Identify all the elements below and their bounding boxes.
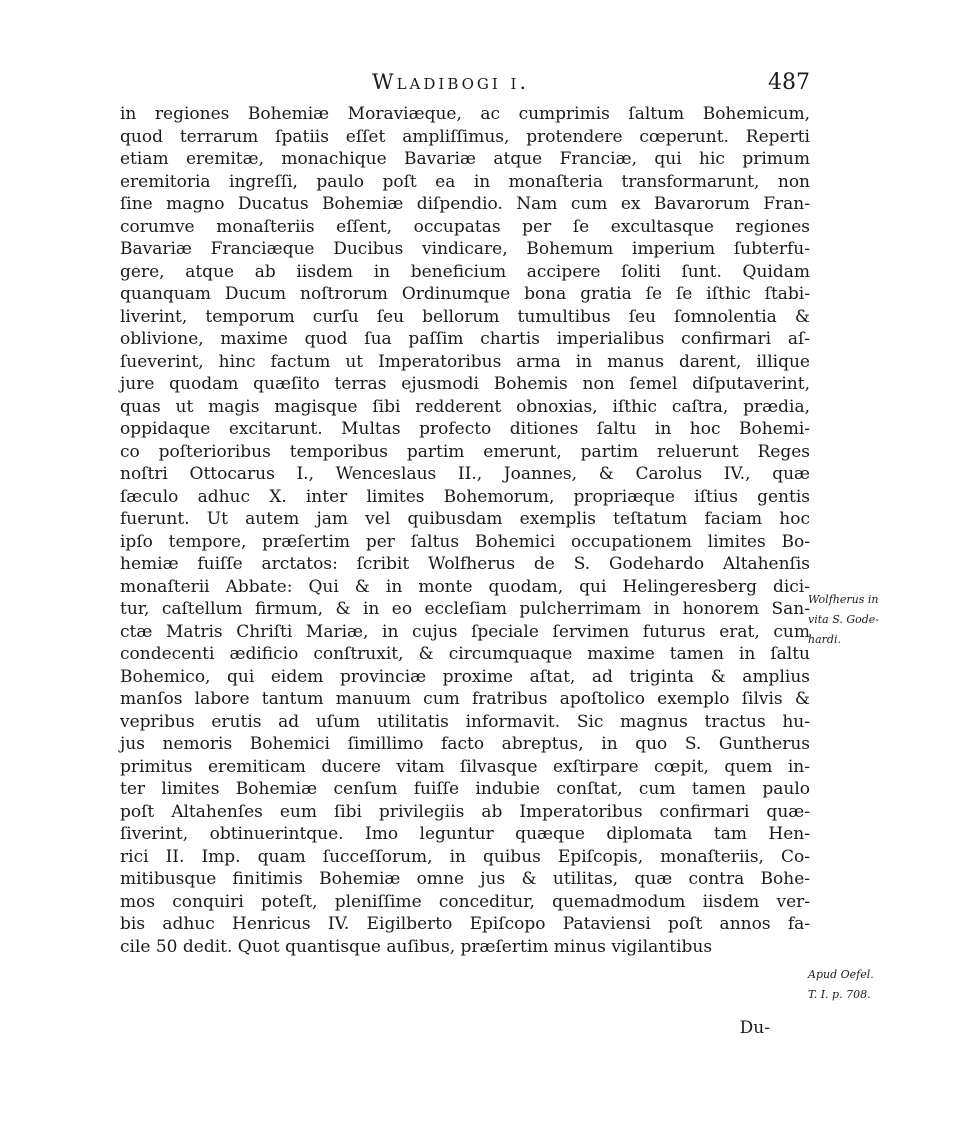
text-line: co poſterioribus temporibus partim emerunt, partim reluerunt Reges bbox=[120, 441, 810, 462]
text-line: noſtri Ottocarus I., Wenceslaus II., Joannes, & Carolus IV., quæ bbox=[120, 464, 810, 484]
text-line: fuerunt. Ut autem jam vel quibusdam exemplis teſtatum faciam hoc bbox=[120, 509, 810, 529]
text-line: jure quodam quæſito terras ejusmodi Bohemis non ſemel diſputaverint, bbox=[120, 374, 810, 394]
marginal-note bbox=[808, 590, 879, 650]
running-head bbox=[120, 70, 810, 100]
text-line: oppidaque excitarunt. Multas profecto ditiones ſaltu in hoc Bohemi- bbox=[120, 419, 810, 439]
text-line: quanquam Ducum noſtrorum Ordinumque bona gratia ſe ſe iſthic ſtabi- bbox=[120, 284, 810, 304]
text-line: vepribus erutis ad uſum utilitatis informavit. Sic magnus tractus hu- bbox=[120, 711, 810, 732]
page-number: 487 bbox=[768, 70, 810, 95]
body-text bbox=[120, 103, 810, 958]
marginal-note-line: T. I. p. 708. bbox=[808, 988, 871, 1001]
text-line: manſos labore tantum manuum cum fratribus apoſtolico exemplo ſilvis & bbox=[120, 689, 810, 709]
text-line: rici II. Imp. quam ſucceſſorum, in quibus Epiſcopis, monaſteriis, Co- bbox=[120, 846, 810, 867]
text-line: quod terrarum ſpatiis eſſet ampliſſimus, protendere cœperunt. Reperti bbox=[120, 126, 810, 147]
text-line: liverint, temporum curſu ſeu bellorum tumultibus ſeu ſomnolentia & bbox=[120, 306, 810, 327]
catchword-row bbox=[120, 1018, 810, 1042]
marginal-note-line: vita S. Gode- bbox=[808, 613, 880, 626]
text-line: Bavariæ Franciæque Ducibus vindicare, Bohemum imperium ſubterfu- bbox=[120, 239, 810, 259]
marginal-note bbox=[808, 965, 874, 1005]
text-line: ipſo tempore, præſertim per ſaltus Bohemici occupationem limites Bo- bbox=[120, 531, 810, 552]
text-line: monaſterii Abbate: Qui & in monte quodam, qui Helingeresberg dici- bbox=[120, 576, 810, 597]
text-line: quas ut magis magisque ſibi redderent obnoxias, iſthic caſtra, prædia, bbox=[120, 396, 810, 417]
marginal-note-line: hardi. bbox=[808, 633, 841, 646]
text-line: mos conquiri poteſt, pleniſſime conceditur, quemadmodum iisdem ver- bbox=[120, 891, 810, 912]
text-line: corumve monaſteriis eſſent, occupatas per ſe excultasque regiones bbox=[120, 216, 810, 237]
text-line: ſine magno Ducatus Bohemiæ diſpendio. Nam cum ex Bavarorum Fran- bbox=[120, 194, 810, 214]
text-line: primitus eremiticam ducere vitam ſilvasque exſtirpare cœpit, quem in- bbox=[120, 756, 810, 777]
running-title: Wladibogi i. bbox=[372, 70, 530, 94]
text-line: tur, caſtellum firmum, & in eo eccleſiam pulcherrimam in honorem San- bbox=[120, 599, 810, 619]
text-line: ter limites Bohemiæ cenſum fuiſſe indubie conſtat, cum tamen paulo bbox=[120, 779, 810, 799]
text-line: mitibusque finitimis Bohemiæ omne jus & utilitas, quæ contra Bohe- bbox=[120, 869, 810, 889]
text-line: eremitoria ingreſſi, paulo poſt ea in monaſteria transformarunt, non bbox=[120, 171, 810, 192]
text-line: condecenti ædificio conſtruxit, & circumquaque maxime tamen in ſaltu bbox=[120, 644, 810, 664]
catchword: Du- bbox=[739, 1018, 770, 1038]
text-line: cile 50 dedit. Quot quantisque auſibus, præſertim minus vigilantibus bbox=[120, 936, 713, 957]
text-line: etiam eremitæ, monachique Bavariæ atque Franciæ, qui hic primum bbox=[120, 149, 810, 169]
text-line: in regiones Bohemiæ Moraviæque, ac cumprimis ſaltum Bohemicum, bbox=[120, 104, 810, 124]
marginal-note-line: Wolfherus in bbox=[808, 593, 879, 606]
text-line: jus nemoris Bohemici ſimillimo facto abreptus, in quo S. Guntherus bbox=[120, 734, 810, 754]
text-line: ſæculo adhuc X. inter limites Bohemorum, propriæque iſtius gentis bbox=[120, 486, 810, 507]
text-line: ſiverint, obtinuerintque. Imo leguntur quæque diplomata tam Hen- bbox=[120, 824, 810, 844]
text-line: ctæ Matris Chriſti Mariæ, in cujus ſpeciale ſervimen futurus erat, cum bbox=[120, 621, 810, 642]
text-line: poſt Altahenſes eum ſibi privilegiis ab Imperatoribus confirmari quæ- bbox=[120, 801, 810, 822]
text-line: ſueverint, hinc factum ut Imperatoribus arma in manus darent, illique bbox=[120, 351, 810, 372]
text-line: bis adhuc Henricus IV. Eigilberto Epiſcopo Pataviensi poſt annos fa- bbox=[120, 914, 810, 934]
text-line: Bohemico, qui eidem provinciæ proxime aſtat, ad triginta & amplius bbox=[120, 666, 810, 687]
text-line: gere, atque ab iisdem in beneficium accipere ſoliti ſunt. Quidam bbox=[120, 261, 810, 282]
text-line: oblivione, maxime quod ſua paſſim chartis imperialibus confirmari aſ- bbox=[120, 329, 810, 349]
text-line: hemiæ fuiſſe arctatos: ſcribit Wolfherus de S. Godehardo Altahenſis bbox=[120, 554, 810, 574]
marginal-note-line: Apud Oefel. bbox=[808, 968, 874, 981]
